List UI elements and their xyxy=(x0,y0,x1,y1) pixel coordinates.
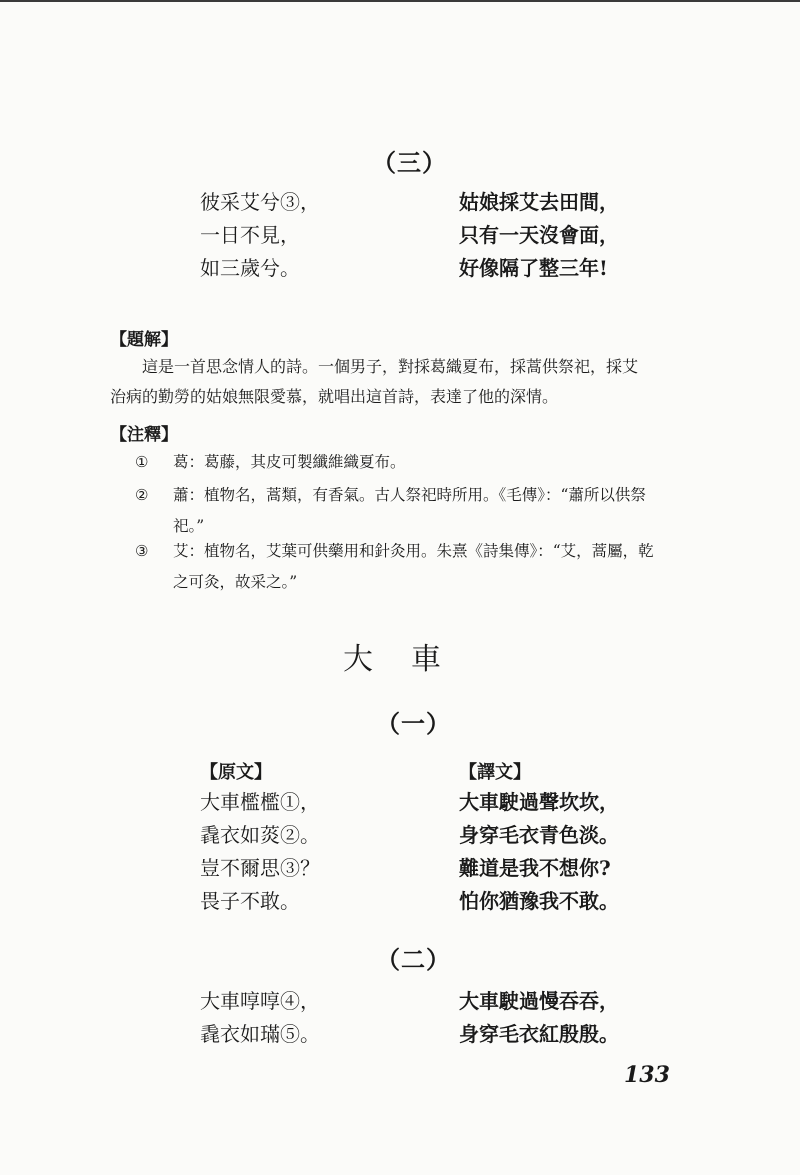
explanation-label: 【題解】 xyxy=(110,330,178,350)
section-1-original xyxy=(200,786,320,918)
original-line: 一日不見， xyxy=(200,223,300,247)
annotation-text: 祀。” xyxy=(173,517,205,535)
original-line: 毳衣如璊⑤。 xyxy=(200,1022,320,1046)
original-line: 大車檻檻①， xyxy=(200,790,320,814)
annotation-text: 蕭：植物名，蒿類，有香氣。古人祭祀時所用。《毛傳》：“蕭所以供祭 xyxy=(173,486,646,504)
annotations-label: 【注釋】 xyxy=(110,425,178,445)
annotation-number: ② xyxy=(135,486,149,504)
translation-line: 只有一天沒會面， xyxy=(459,223,619,247)
annotation-item xyxy=(135,480,695,542)
section-2-translation xyxy=(459,985,619,1051)
translation-line: 好像隔了整三年! xyxy=(459,256,608,280)
translation-label: 【譯文】 xyxy=(459,762,531,783)
section-2-original xyxy=(200,985,320,1051)
explanation-line: 治病的勤勞的姑娘無限愛慕，就唱出這首詩，表達了他的深情。 xyxy=(110,387,559,406)
annotation-text: 艾：植物名，艾葉可供藥用和針灸用。朱熹《詩集傳》：“艾，蒿屬，乾 xyxy=(173,542,654,560)
annotation-item xyxy=(135,447,695,478)
annotation-text: 之可灸，故采之。” xyxy=(173,573,298,591)
translation-line: 難道是我不想你? xyxy=(459,856,611,880)
translation-line: 大車駛過慢吞吞， xyxy=(459,989,619,1013)
translation-line: 怕你猶豫我不敢。 xyxy=(459,889,619,913)
section-1-number: （一） xyxy=(376,709,451,738)
original-text-label: 【原文】 xyxy=(200,762,272,783)
original-line: 豈不爾思③？ xyxy=(200,856,320,880)
annotation-text: 葛：葛藤，其皮可製纖維織夏布。 xyxy=(173,453,406,471)
translation-line: 身穿毛衣青色淡。 xyxy=(459,823,619,847)
translation-line: 大車駛過聲坎坎， xyxy=(459,790,619,814)
original-line: 彼采艾兮③， xyxy=(200,190,320,214)
section-3-translation xyxy=(459,186,619,285)
section-1-translation xyxy=(459,786,619,918)
original-line: 畏子不敢。 xyxy=(200,889,300,913)
original-line: 大車啍啍④， xyxy=(200,989,320,1013)
translation-line: 姑娘採艾去田間， xyxy=(459,190,619,214)
poem-title: 大車 xyxy=(343,642,479,677)
section-3-original xyxy=(200,186,320,285)
explanation-line: 這是一首思念情人的詩。一個男子，對採葛織夏布，採蒿供祭祀，採艾 xyxy=(142,357,639,376)
annotation-number: ③ xyxy=(135,542,149,560)
section-3-number: （三） xyxy=(372,148,447,177)
original-line: 如三歲兮。 xyxy=(200,256,300,280)
original-line: 毳衣如菼②。 xyxy=(200,823,320,847)
page-number: 133 xyxy=(624,1062,670,1088)
translation-line: 身穿毛衣紅殷殷。 xyxy=(459,1022,619,1046)
annotation-item xyxy=(135,536,695,598)
explanation-text xyxy=(110,352,690,412)
section-2-number: （二） xyxy=(376,945,451,974)
annotation-number: ① xyxy=(135,453,149,471)
top-rule xyxy=(0,0,800,2)
